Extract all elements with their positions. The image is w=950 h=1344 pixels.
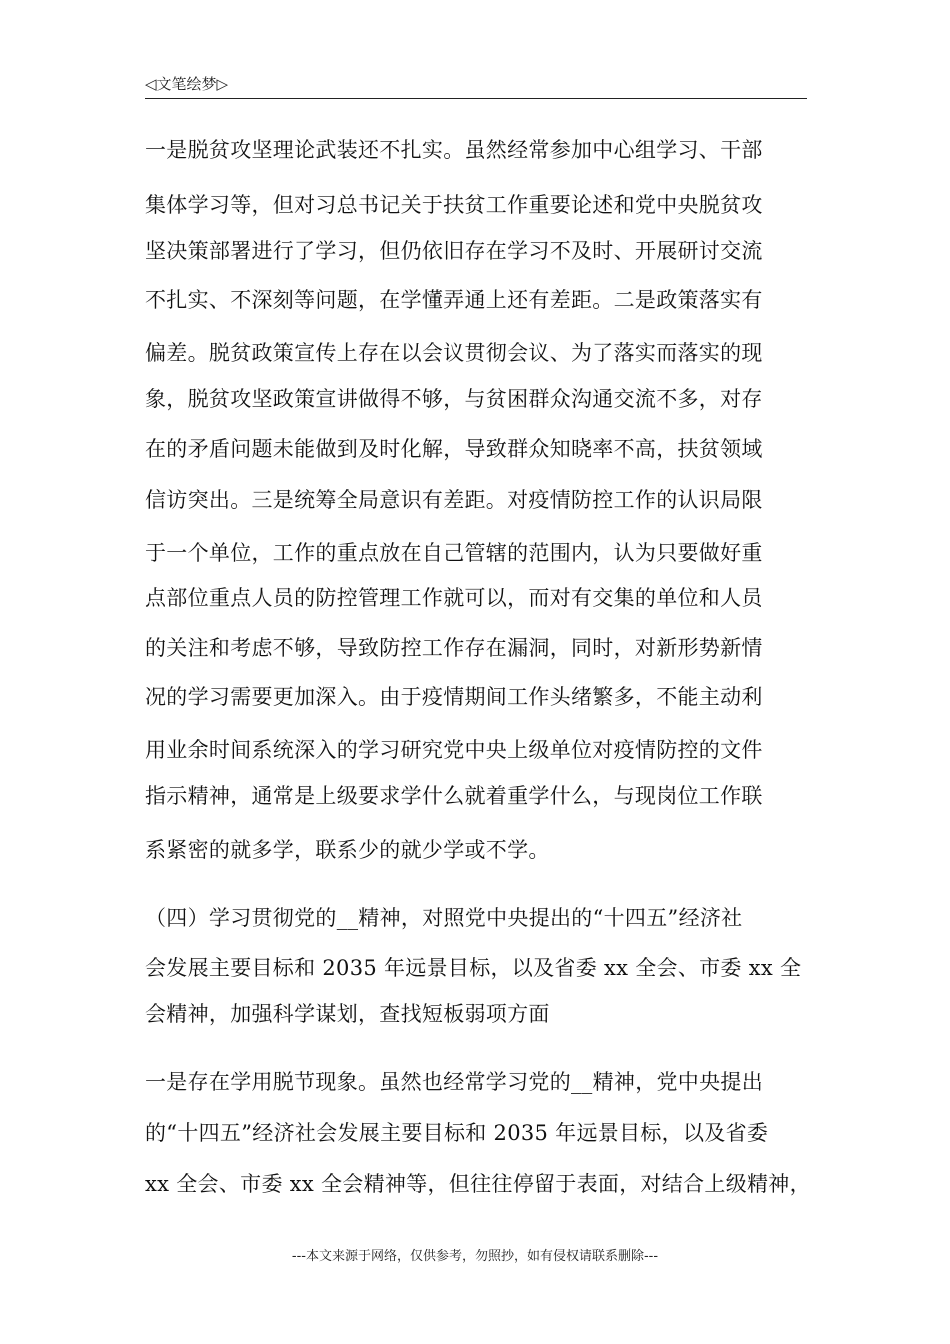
text-line: 不扎实、不深刻等问题，在学懂弄通上还有差距。二是政策落实有 (145, 288, 763, 312)
text-line: 于一个单位，工作的重点放在自己管辖的范围内，认为只要做好重 (145, 541, 763, 565)
text-line: 一是脱贫攻坚理论武装还不扎实。虽然经常参加中心组学习、干部 (145, 138, 763, 162)
text-line: 的关注和考虑不够，导致防控工作存在漏洞，同时，对新形势新情 (145, 636, 763, 660)
text-line: 坚决策部署进行了学习，但仍依旧存在学习不及时、开展研讨交流 (145, 239, 763, 263)
header-title: ◁文笔绘梦▷ (145, 75, 229, 93)
footer-disclaimer: ---本文来源于网络，仅供参考，勿照抄，如有侵权请联系删除--- (291, 1249, 659, 1264)
text-line: 点部位重点人员的防控管理工作就可以，而对有交集的单位和人员 (145, 586, 763, 610)
text-line: 系紧密的就多学，联系少的就少学或不学。 (145, 838, 550, 862)
text-line: 偏差。脱贫政策宣传上存在以会议贯彻会议、为了落实而落实的现 (145, 341, 763, 365)
text-line: 象，脱贫攻坚政策宣讲做得不够，与贫困群众沟通交流不多，对存 (145, 387, 763, 411)
text-line: 一是存在学用脱节现象。虽然也经常学习党的__精神，党中央提出 (145, 1070, 763, 1094)
section-heading-line: （四）学习贯彻党的__精神，对照党中央提出的“十四五”经济社 (145, 906, 743, 930)
text-line: 在的矛盾问题未能做到及时化解，导致群众知晓率不高，扶贫领域 (145, 437, 763, 461)
text-line: 的“十四五”经济社会发展主要目标和 2035 年远景目标，以及省委 (145, 1121, 769, 1145)
text-line: 集体学习等，但对习总书记关于扶贫工作重要论述和党中央脱贫攻 (145, 193, 763, 217)
text-line: xx 全会、市委 xx 全会精神等，但往往停留于表面，对结合上级精神， (145, 1172, 811, 1196)
section-heading-line: 会发展主要目标和 2035 年远景目标，以及省委 xx 全会、市委 xx 全 (145, 956, 802, 980)
section-heading-line: 会精神，加强科学谋划，查找短板弱项方面 (145, 1002, 550, 1026)
text-line: 信访突出。三是统筹全局意识有差距。对疫情防控工作的认识局限 (145, 488, 763, 512)
text-line: 指示精神，通常是上级要求学什么就着重学什么，与现岗位工作联 (145, 784, 763, 808)
text-line: 况的学习需要更加深入。由于疫情期间工作头绪繁多，不能主动利 (145, 685, 763, 709)
text-line: 用业余时间系统深入的学习研究党中央上级单位对疫情防控的文件 (145, 738, 763, 762)
page-header (145, 74, 807, 99)
